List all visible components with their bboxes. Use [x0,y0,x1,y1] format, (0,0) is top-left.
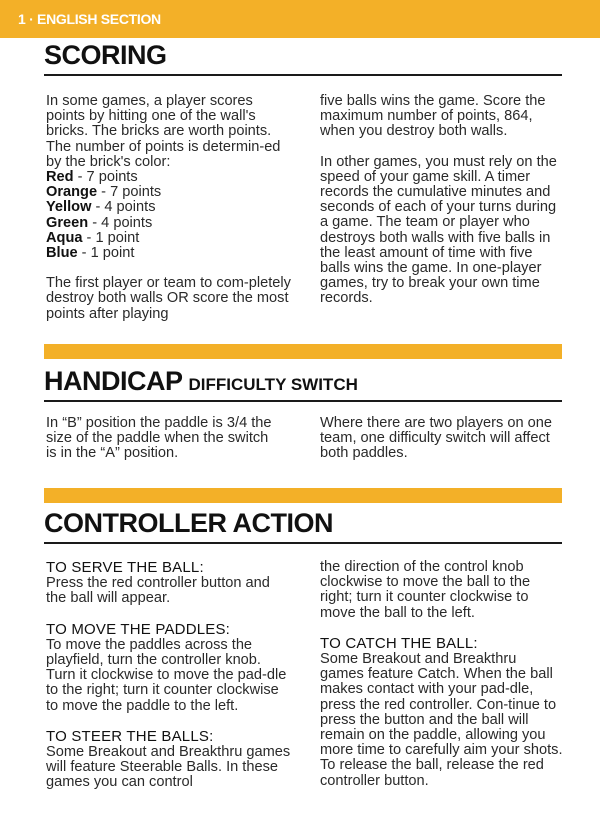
scoring-left-column [46,94,292,322]
serve-heading: TO SERVE THE BALL: [46,559,204,576]
points-row-red [46,170,292,185]
handicap-title-text: HANDICAP [44,366,183,396]
section-divider-bar [44,488,562,503]
move-heading: TO MOVE THE PADDLES: [46,620,231,638]
catch-heading: TO CATCH THE BALL: [320,634,478,652]
section-tab [0,0,600,38]
scoring-title: SCORING [44,40,167,70]
scoring-right-p1: five balls wins the game. Score the maximum number of points, 864, when you destroy both walls. [320,93,546,140]
points-color: Aqua [46,229,83,246]
serve-text: Press the red controller button and the ball will appear. [46,575,270,607]
points-color: Red [46,169,74,186]
steer-heading: TO STEER THE BALLS: [46,727,214,745]
handicap-right-text: Where there are two players on one team, one difficulty switch will affect both paddles. [320,415,553,462]
handicap-subtitle: DIFFICULTY SWITCH [188,375,358,394]
controller-title-rule [44,542,562,544]
points-list [46,170,292,261]
points-row-green [46,216,292,231]
points-color: Green [46,214,89,231]
points-value: - 1 point [77,245,135,262]
steer-continued-text: the direction of the control knob clockwise to move the ball to the right; turn it counter clockwise to move the ball to the left. [320,559,531,621]
points-value: - 4 points [91,199,156,216]
handicap-left-column [46,416,282,462]
points-row-aqua [46,231,292,246]
move-text: To move the paddles across the playfield, turn the controller knob. Turn it clockwise to move the pad-dle to the right; turn it counter clockwise to move the paddle to the left. [46,636,287,714]
scoring-right-p2: In other games, you must rely on the speed of your game skill. A timer records the cumulative minutes and seconds of each of your turns during a game. The team or player who destroys both walls with five balls in the least amount of time with five balls wins the game. In one-player games, try to break your own time records. [320,153,557,307]
section-tab-label: 1 · ENGLISH SECTION [18,11,161,27]
controller-title: CONTROLLER ACTION [44,508,333,538]
steer-text: Some Breakout and Breakthru games will feature Steerable Balls. In these games you can control [46,744,291,791]
controller-left-column [46,560,292,791]
points-value: - 7 points [73,169,138,186]
points-row-orange [46,185,292,200]
scoring-title-rule [44,74,562,76]
points-value: - 1 point [82,229,140,246]
handicap-right-column [320,416,564,462]
points-color: Yellow [46,199,92,216]
handicap-left-text: In “B” position the paddle is 3/4 the size of the paddle when the switch is in the “A” position. [46,415,272,462]
points-color: Blue [46,245,78,262]
handicap-title-rule [44,400,562,402]
points-value: - 4 points [88,214,153,231]
points-row-blue [46,246,292,261]
points-value: - 7 points [97,184,162,201]
scoring-intro: In some games, a player scores points by hitting one of the wall's bricks. The bricks are worth points. The number of points is determin-ed by the brick's color: [46,93,281,170]
handicap-title [44,366,358,397]
points-row-yellow [46,200,292,215]
section-divider-bar [44,344,562,359]
points-color: Orange [46,184,98,201]
scoring-closing: The first player or team to com-pletely destroy both walls OR score the most points after playing [46,275,291,322]
scoring-right-column [320,94,564,307]
controller-right-column [320,560,564,789]
catch-text: Some Breakout and Breakthru games feature Catch. When the ball makes contact with your pad-dle, press the red controller. Con-tinue to press the button and the ball will remain on the paddle, allowing you more time to carefully aim your shots. To release the ball, release the red controller button. [320,651,563,789]
